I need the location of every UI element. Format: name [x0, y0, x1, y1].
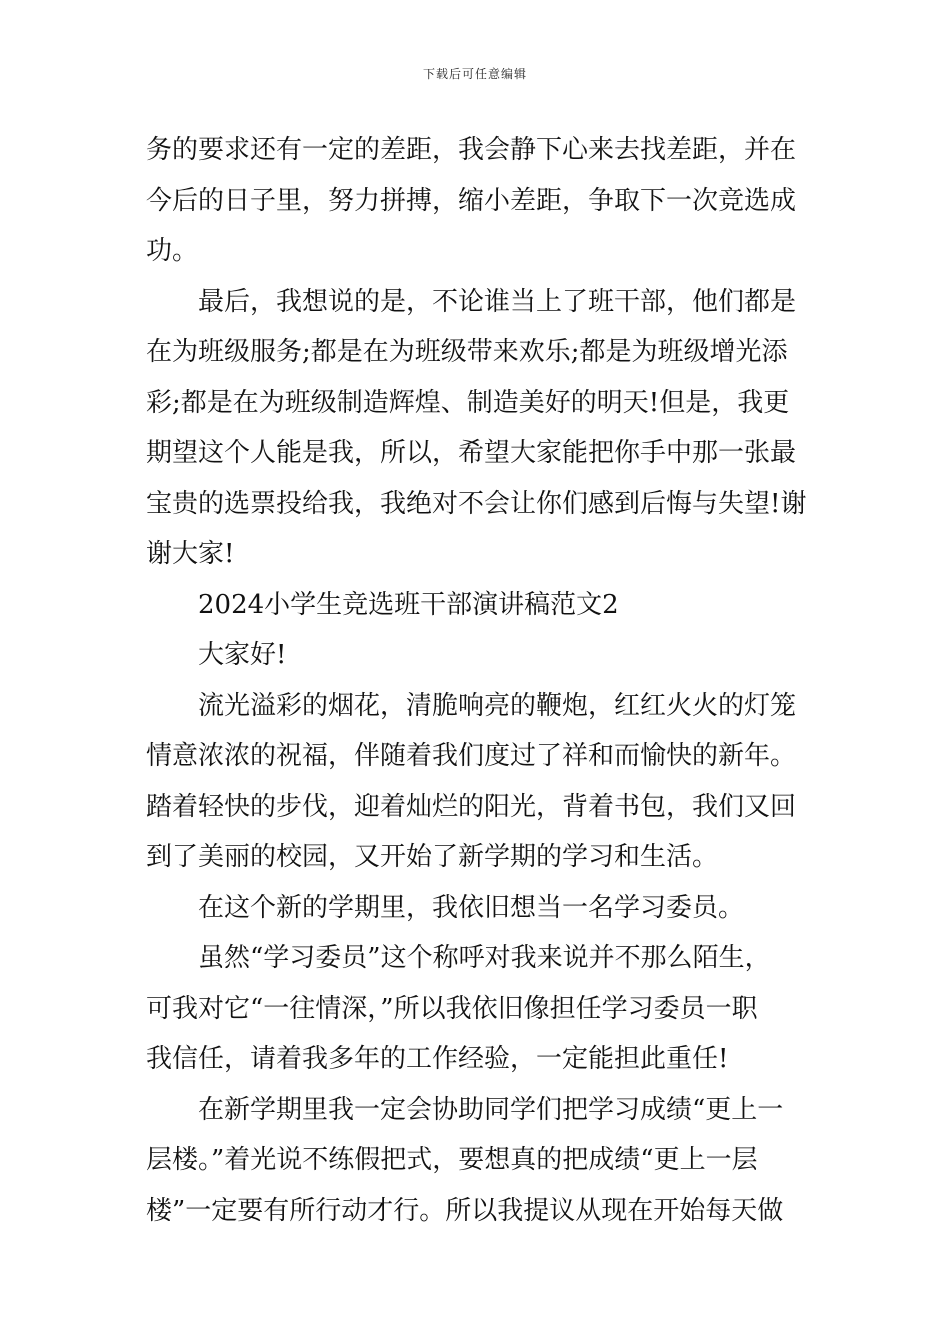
text-line: 在为班级服务;都是在为班级带来欢乐;都是为班级增光添 [146, 337, 788, 367]
text-line: 务的要求还有一定的差距，我会静下心来去找差距，并在 [146, 135, 797, 165]
section-title: 2024小学生竞选班干部演讲稿范文2 [198, 589, 619, 620]
text-line: 谢大家! [146, 539, 235, 569]
text-line: 踏着轻快的步伐，迎着灿烂的阳光，背着书包，我们又回 [146, 791, 797, 822]
text-line: 今后的日子里，努力拼搏，缩小差距，争取下一次竞选成 [146, 185, 797, 216]
text-line: 虽然“学习委员”这个称呼对我来说并不那么陌生， [198, 943, 771, 973]
text-line: 情意浓浓的祝福，伴随着我们度过了祥和而愉快的新年。 [146, 741, 797, 771]
text-line: 可我对它“一往情深，”所以我依旧像担任学习委员一职 [146, 993, 758, 1024]
text-line: 楼”一定要有所行动才行。所以我提议从现在开始每天做 [146, 1195, 784, 1226]
page-header: 下载后可任意编辑 [422, 67, 527, 81]
text-line: 层楼。”着光说不练假把式，要想真的把成绩“更上一层 [146, 1145, 758, 1175]
text-line: 在这个新的学期里，我依旧想当一名学习委员。 [198, 892, 745, 923]
document-body [146, 125, 816, 1236]
text-line: 我信任，请着我多年的工作经验，一定能担此重任! [146, 1044, 729, 1074]
text-line: 宝贵的选票投给我，我绝对不会让你们感到后悔与失望!谢 [146, 488, 807, 519]
text-line: 到了美丽的校园，又开始了新学期的学习和生活。 [146, 842, 719, 872]
text-line: 流光溢彩的烟花，清脆响亮的鞭炮，红红火火的灯笼 [198, 690, 797, 721]
text-line: 最后，我想说的是，不论谁当上了班干部，他们都是 [198, 286, 797, 317]
text-line: 在新学期里我一定会协助同学们把学习成绩“更上一 [198, 1094, 784, 1125]
text-line: 期望这个人能是我，所以，希望大家能把你手中那一张最 [146, 438, 797, 468]
text-line: 彩;都是在为班级制造辉煌、制造美好的明天!但是，我更 [146, 387, 790, 418]
text-line: 功。 [146, 236, 199, 266]
text-line: 大家好! [198, 640, 287, 670]
